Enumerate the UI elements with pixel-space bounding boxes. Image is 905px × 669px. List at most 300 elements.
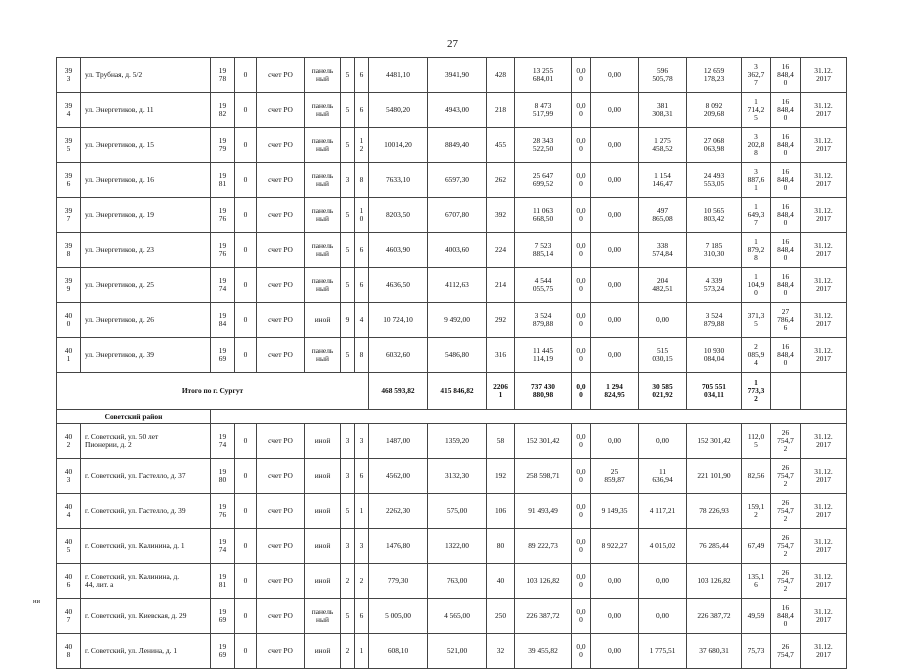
cell-living-area: 4112,63 xyxy=(428,268,487,303)
cell-c18: 26 754,7 2 xyxy=(771,459,801,494)
cell-c15: 1 775,51 xyxy=(639,634,687,669)
cell-num: 40 7 xyxy=(57,599,81,634)
cell-residents: 32 xyxy=(487,634,515,669)
cell-fund: счет РО xyxy=(257,198,305,233)
cell-c16: 8 092 209,68 xyxy=(687,93,742,128)
cell-material: иной xyxy=(305,529,341,564)
cell-c16: 3 524 879,88 xyxy=(687,303,742,338)
cell-deadline: 31.12. 2017 xyxy=(801,459,847,494)
total-c16: 705 551 034,11 xyxy=(687,373,742,410)
cell-c14: 0,00 xyxy=(591,128,639,163)
cell-residents: 40 xyxy=(487,564,515,599)
cell-cost-total: 258 598,71 xyxy=(515,459,572,494)
cell-c13: 0,0 0 xyxy=(572,634,591,669)
cell-cost-total: 11 445 114,19 xyxy=(515,338,572,373)
cell-c13: 0,0 0 xyxy=(572,58,591,93)
cell-entrances: 6 xyxy=(355,58,369,93)
cell-floors: 5 xyxy=(341,58,355,93)
cell-address: г. Советский, ул. Гастелло, д. 37 xyxy=(81,459,211,494)
table-row xyxy=(57,128,847,163)
cell-c4: 0 xyxy=(235,599,257,634)
cell-year: 19 74 xyxy=(211,424,235,459)
cell-c18: 16 848,4 0 xyxy=(771,58,801,93)
cell-num: 39 3 xyxy=(57,58,81,93)
cell-num: 39 8 xyxy=(57,233,81,268)
cell-c16: 12 659 178,23 xyxy=(687,58,742,93)
cell-c4: 0 xyxy=(235,163,257,198)
total-row xyxy=(57,373,847,410)
cell-floors: 2 xyxy=(341,564,355,599)
cell-c13: 0,0 0 xyxy=(572,163,591,198)
cell-residents: 106 xyxy=(487,494,515,529)
cell-c16: 4 339 573,24 xyxy=(687,268,742,303)
page-number: 27 xyxy=(447,38,458,50)
table-row xyxy=(57,634,847,669)
cell-c14: 0,00 xyxy=(591,634,639,669)
table-row xyxy=(57,163,847,198)
cell-year: 19 79 xyxy=(211,128,235,163)
total-c14: 1 294 824,95 xyxy=(591,373,639,410)
cell-c17: 1 879,2 8 xyxy=(742,233,771,268)
cell-entrances: 3 xyxy=(355,529,369,564)
cell-entrances: 1 xyxy=(355,634,369,669)
cell-material: панель ный xyxy=(305,128,341,163)
cell-cost-total: 103 126,82 xyxy=(515,564,572,599)
cell-c18: 16 848,4 0 xyxy=(771,93,801,128)
cell-year: 19 82 xyxy=(211,93,235,128)
cell-c17: 75,73 xyxy=(742,634,771,669)
cell-material: иной xyxy=(305,459,341,494)
cell-residents: 80 xyxy=(487,529,515,564)
cell-deadline: 31.12. 2017 xyxy=(801,634,847,669)
cell-total-area: 2262,30 xyxy=(369,494,428,529)
cell-entrances: 1 0 xyxy=(355,198,369,233)
cell-c13: 0,0 0 xyxy=(572,459,591,494)
cell-material: иной xyxy=(305,494,341,529)
cell-material: иной xyxy=(305,634,341,669)
cell-living-area: 1322,00 xyxy=(428,529,487,564)
cell-c15: 381 308,31 xyxy=(639,93,687,128)
cell-c13: 0,0 0 xyxy=(572,564,591,599)
cell-floors: 3 xyxy=(341,529,355,564)
cell-num: 40 1 xyxy=(57,338,81,373)
table-row xyxy=(57,494,847,529)
cell-living-area: 3941,90 xyxy=(428,58,487,93)
cell-c16: 37 680,31 xyxy=(687,634,742,669)
cell-num: 39 9 xyxy=(57,268,81,303)
cell-c4: 0 xyxy=(235,494,257,529)
cell-c18: 16 848,4 0 xyxy=(771,233,801,268)
cell-c17: 3 202,8 8 xyxy=(742,128,771,163)
cell-residents: 214 xyxy=(487,268,515,303)
cell-c18: 27 786,4 6 xyxy=(771,303,801,338)
cell-living-area: 9 492,00 xyxy=(428,303,487,338)
cell-living-area: 763,00 xyxy=(428,564,487,599)
table-row xyxy=(57,338,847,373)
table-row xyxy=(57,233,847,268)
cell-c15: 1 154 146,47 xyxy=(639,163,687,198)
cell-num: 39 7 xyxy=(57,198,81,233)
cell-cost-total: 3 524 879,88 xyxy=(515,303,572,338)
cell-residents: 224 xyxy=(487,233,515,268)
cell-fund: счет РО xyxy=(257,268,305,303)
cell-num: 40 5 xyxy=(57,529,81,564)
cell-floors: 2 xyxy=(341,634,355,669)
cell-fund: счет РО xyxy=(257,424,305,459)
district-heading: Советский район xyxy=(57,410,211,424)
cell-residents: 428 xyxy=(487,58,515,93)
cell-floors: 9 xyxy=(341,303,355,338)
cell-c13: 0,0 0 xyxy=(572,268,591,303)
cell-c13: 0,0 0 xyxy=(572,338,591,373)
cell-year: 19 76 xyxy=(211,198,235,233)
cell-cost-total: 8 473 517,99 xyxy=(515,93,572,128)
cell-c15: 0,00 xyxy=(639,424,687,459)
cell-year: 19 80 xyxy=(211,459,235,494)
cell-c16: 27 068 063,98 xyxy=(687,128,742,163)
cell-material: иной xyxy=(305,303,341,338)
cell-floors: 5 xyxy=(341,233,355,268)
cell-address: г. Советский, ул. Калинина, д. 1 xyxy=(81,529,211,564)
cell-floors: 5 xyxy=(341,494,355,529)
cell-c4: 0 xyxy=(235,459,257,494)
cell-total-area: 6032,60 xyxy=(369,338,428,373)
cell-year: 19 84 xyxy=(211,303,235,338)
cell-deadline: 31.12. 2017 xyxy=(801,233,847,268)
cell-c4: 0 xyxy=(235,93,257,128)
cell-material: панель ный xyxy=(305,93,341,128)
cell-num: 40 3 xyxy=(57,459,81,494)
cell-c4: 0 xyxy=(235,128,257,163)
cell-living-area: 5486,80 xyxy=(428,338,487,373)
cell-year: 19 81 xyxy=(211,163,235,198)
cell-c14: 0,00 xyxy=(591,303,639,338)
cell-deadline: 31.12. 2017 xyxy=(801,564,847,599)
cell-deadline: 31.12. 2017 xyxy=(801,268,847,303)
cell-c17: 135,1 6 xyxy=(742,564,771,599)
cell-total-area: 4562,00 xyxy=(369,459,428,494)
cell-entrances: 6 xyxy=(355,268,369,303)
cell-num: 40 8 xyxy=(57,634,81,669)
rows-after-total xyxy=(57,424,847,669)
cell-c18: 26 754,7 2 xyxy=(771,424,801,459)
cell-c15: 204 482,51 xyxy=(639,268,687,303)
cell-c13: 0,0 0 xyxy=(572,424,591,459)
cell-cost-total: 25 647 699,52 xyxy=(515,163,572,198)
cell-living-area: 575,00 xyxy=(428,494,487,529)
cell-c16: 7 185 310,30 xyxy=(687,233,742,268)
cell-num: 39 4 xyxy=(57,93,81,128)
cell-num: 39 5 xyxy=(57,128,81,163)
cell-c15: 0,00 xyxy=(639,303,687,338)
cell-c18: 26 754,7 2 xyxy=(771,529,801,564)
cell-address: ул. Энергетиков, д. 15 xyxy=(81,128,211,163)
cell-living-area: 6707,80 xyxy=(428,198,487,233)
cell-fund: счет РО xyxy=(257,459,305,494)
cell-total-area: 4603,90 xyxy=(369,233,428,268)
cell-c17: 1 104,9 0 xyxy=(742,268,771,303)
cell-total-area: 4636,50 xyxy=(369,268,428,303)
cell-floors: 5 xyxy=(341,268,355,303)
cell-entrances: 8 xyxy=(355,338,369,373)
cell-deadline: 31.12. 2017 xyxy=(801,198,847,233)
district-empty xyxy=(211,410,847,424)
cell-total-area: 1487,00 xyxy=(369,424,428,459)
cell-c18: 16 848,4 0 xyxy=(771,198,801,233)
cell-floors: 3 xyxy=(341,424,355,459)
total-label: Итого по г. Сургут xyxy=(57,373,369,410)
cell-material: панель ный xyxy=(305,163,341,198)
cell-residents: 316 xyxy=(487,338,515,373)
cell-num: 39 6 xyxy=(57,163,81,198)
cell-floors: 5 xyxy=(341,599,355,634)
cell-c13: 0,0 0 xyxy=(572,599,591,634)
cell-entrances: 6 xyxy=(355,233,369,268)
cell-c16: 221 101,90 xyxy=(687,459,742,494)
cell-fund: счет РО xyxy=(257,163,305,198)
cell-year: 19 69 xyxy=(211,338,235,373)
cell-c17: 159,1 2 xyxy=(742,494,771,529)
cell-c16: 103 126,82 xyxy=(687,564,742,599)
cell-c4: 0 xyxy=(235,58,257,93)
cell-living-area: 4 565,00 xyxy=(428,599,487,634)
cell-c18: 26 754,7 xyxy=(771,634,801,669)
cell-c14: 0,00 xyxy=(591,424,639,459)
cell-living-area: 8849,40 xyxy=(428,128,487,163)
cell-fund: счет РО xyxy=(257,338,305,373)
cell-fund: счет РО xyxy=(257,529,305,564)
cell-entrances: 6 xyxy=(355,599,369,634)
cell-c18: 26 754,7 2 xyxy=(771,494,801,529)
cell-material: иной xyxy=(305,564,341,599)
footer-mark: ни xyxy=(33,598,40,605)
cell-address: г. Советский, ул. Гастелло, д. 39 xyxy=(81,494,211,529)
cell-c17: 3 362,7 7 xyxy=(742,58,771,93)
cell-cost-total: 152 301,42 xyxy=(515,424,572,459)
cell-c13: 0,0 0 xyxy=(572,93,591,128)
cell-entrances: 1 2 xyxy=(355,128,369,163)
cell-c13: 0,0 0 xyxy=(572,198,591,233)
cell-floors: 5 xyxy=(341,198,355,233)
cell-deadline: 31.12. 2017 xyxy=(801,529,847,564)
cell-deadline: 31.12. 2017 xyxy=(801,599,847,634)
cell-deadline: 31.12. 2017 xyxy=(801,424,847,459)
cell-c14: 0,00 xyxy=(591,58,639,93)
cell-c15: 4 015,02 xyxy=(639,529,687,564)
cell-c13: 0,0 0 xyxy=(572,303,591,338)
cell-cost-total: 4 544 055,75 xyxy=(515,268,572,303)
cell-num: 40 4 xyxy=(57,494,81,529)
cell-year: 19 76 xyxy=(211,494,235,529)
cell-residents: 58 xyxy=(487,424,515,459)
cell-fund: счет РО xyxy=(257,303,305,338)
cell-total-area: 1476,80 xyxy=(369,529,428,564)
cell-c14: 0,00 xyxy=(591,93,639,128)
cell-year: 19 69 xyxy=(211,599,235,634)
cell-address: г. Советский, ул. 50 лет Пионерии, д. 2 xyxy=(81,424,211,459)
table-row xyxy=(57,268,847,303)
table-row xyxy=(57,303,847,338)
cell-c18: 16 848,4 0 xyxy=(771,599,801,634)
cell-address: ул. Трубная, д. 5/2 xyxy=(81,58,211,93)
cell-fund: счет РО xyxy=(257,128,305,163)
cell-address: г. Советский, ул. Калинина, д. 44, лит. а xyxy=(81,564,211,599)
cell-c4: 0 xyxy=(235,564,257,599)
cell-material: панель ный xyxy=(305,58,341,93)
cell-address: ул. Энергетиков, д. 25 xyxy=(81,268,211,303)
cell-num: 40 6 xyxy=(57,564,81,599)
cell-cost-total: 39 455,82 xyxy=(515,634,572,669)
cell-material: панель ный xyxy=(305,198,341,233)
cell-c4: 0 xyxy=(235,424,257,459)
cell-c14: 9 149,35 xyxy=(591,494,639,529)
cell-deadline: 31.12. 2017 xyxy=(801,58,847,93)
cell-c17: 2 085,9 4 xyxy=(742,338,771,373)
cell-c14: 0,00 xyxy=(591,268,639,303)
cell-c18: 16 848,4 0 xyxy=(771,128,801,163)
cell-c17: 67,49 xyxy=(742,529,771,564)
cell-c16: 24 493 553,05 xyxy=(687,163,742,198)
cell-floors: 3 xyxy=(341,459,355,494)
cell-address: ул. Энергетиков, д. 23 xyxy=(81,233,211,268)
cell-deadline: 31.12. 2017 xyxy=(801,494,847,529)
cell-c13: 0,0 0 xyxy=(572,128,591,163)
cell-entrances: 6 xyxy=(355,93,369,128)
cell-living-area: 4943,00 xyxy=(428,93,487,128)
cell-num: 40 0 xyxy=(57,303,81,338)
cell-c14: 0,00 xyxy=(591,163,639,198)
cell-address: г. Советский, ул. Киевская, д. 29 xyxy=(81,599,211,634)
cell-c4: 0 xyxy=(235,233,257,268)
cell-cost-total: 11 063 668,50 xyxy=(515,198,572,233)
cell-c4: 0 xyxy=(235,634,257,669)
cell-c18: 16 848,4 0 xyxy=(771,338,801,373)
table-row xyxy=(57,564,847,599)
cell-c16: 152 301,42 xyxy=(687,424,742,459)
cell-deadline: 31.12. 2017 xyxy=(801,303,847,338)
cell-cost-total: 7 523 885,14 xyxy=(515,233,572,268)
cell-c14: 0,00 xyxy=(591,564,639,599)
cell-year: 19 81 xyxy=(211,564,235,599)
total-c17: 1 773,3 2 xyxy=(742,373,771,410)
cell-entrances: 3 xyxy=(355,424,369,459)
table-row xyxy=(57,459,847,494)
cell-fund: счет РО xyxy=(257,599,305,634)
cell-address: ул. Энергетиков, д. 39 xyxy=(81,338,211,373)
table-row xyxy=(57,93,847,128)
cell-total-area: 4481,10 xyxy=(369,58,428,93)
cell-total-area: 779,30 xyxy=(369,564,428,599)
cell-c18: 26 754,7 2 xyxy=(771,564,801,599)
table-row xyxy=(57,529,847,564)
cell-c15: 0,00 xyxy=(639,599,687,634)
total-residents: 2206 1 xyxy=(487,373,515,410)
cell-material: панель ный xyxy=(305,599,341,634)
cell-total-area: 10 724,10 xyxy=(369,303,428,338)
cell-num: 40 2 xyxy=(57,424,81,459)
cell-c4: 0 xyxy=(235,198,257,233)
total-deadline xyxy=(801,373,847,410)
cell-c4: 0 xyxy=(235,268,257,303)
cell-floors: 5 xyxy=(341,93,355,128)
total-area: 468 593,82 xyxy=(369,373,428,410)
cell-address: ул. Энергетиков, д. 11 xyxy=(81,93,211,128)
cell-c15: 497 865,08 xyxy=(639,198,687,233)
cell-fund: счет РО xyxy=(257,58,305,93)
cell-c13: 0,0 0 xyxy=(572,494,591,529)
cell-total-area: 608,10 xyxy=(369,634,428,669)
cell-living-area: 1359,20 xyxy=(428,424,487,459)
cell-entrances: 6 xyxy=(355,459,369,494)
cell-c15: 11 636,94 xyxy=(639,459,687,494)
cell-total-area: 10014,20 xyxy=(369,128,428,163)
cell-c17: 3 887,6 1 xyxy=(742,163,771,198)
cell-fund: счет РО xyxy=(257,634,305,669)
cell-living-area: 521,00 xyxy=(428,634,487,669)
cell-c16: 10 565 803,42 xyxy=(687,198,742,233)
cell-c14: 25 859,87 xyxy=(591,459,639,494)
cell-cost-total: 91 493,49 xyxy=(515,494,572,529)
cell-c15: 4 117,21 xyxy=(639,494,687,529)
cell-fund: счет РО xyxy=(257,93,305,128)
cell-c4: 0 xyxy=(235,529,257,564)
cell-total-area: 8203,50 xyxy=(369,198,428,233)
cell-c17: 371,3 5 xyxy=(742,303,771,338)
cell-floors: 3 xyxy=(341,163,355,198)
rows-before-total xyxy=(57,58,847,373)
cell-residents: 192 xyxy=(487,459,515,494)
table-row xyxy=(57,198,847,233)
cell-residents: 392 xyxy=(487,198,515,233)
cell-total-area: 5 005,00 xyxy=(369,599,428,634)
cell-deadline: 31.12. 2017 xyxy=(801,128,847,163)
cell-residents: 262 xyxy=(487,163,515,198)
cell-c14: 8 922,27 xyxy=(591,529,639,564)
cell-c4: 0 xyxy=(235,303,257,338)
total-living-area: 415 846,82 xyxy=(428,373,487,410)
cell-residents: 292 xyxy=(487,303,515,338)
table-row xyxy=(57,424,847,459)
cell-fund: счет РО xyxy=(257,564,305,599)
cell-deadline: 31.12. 2017 xyxy=(801,338,847,373)
cell-address: ул. Энергетиков, д. 19 xyxy=(81,198,211,233)
cell-c17: 1 714,2 5 xyxy=(742,93,771,128)
cell-fund: счет РО xyxy=(257,494,305,529)
total-c13: 0,0 0 xyxy=(572,373,591,410)
cell-floors: 5 xyxy=(341,338,355,373)
cell-c15: 1 275 458,52 xyxy=(639,128,687,163)
housing-register-table xyxy=(56,57,847,669)
cell-material: панель ный xyxy=(305,268,341,303)
cell-c18: 16 848,4 0 xyxy=(771,163,801,198)
cell-entrances: 2 xyxy=(355,564,369,599)
cell-fund: счет РО xyxy=(257,233,305,268)
cell-year: 19 69 xyxy=(211,634,235,669)
cell-entrances: 1 xyxy=(355,494,369,529)
cell-material: иной xyxy=(305,424,341,459)
cell-c4: 0 xyxy=(235,338,257,373)
total-c18 xyxy=(771,373,801,410)
cell-c18: 16 848,4 0 xyxy=(771,268,801,303)
cell-entrances: 4 xyxy=(355,303,369,338)
table-row xyxy=(57,58,847,93)
table-row xyxy=(57,599,847,634)
cell-floors: 5 xyxy=(341,128,355,163)
cell-address: ул. Энергетиков, д. 16 xyxy=(81,163,211,198)
cell-year: 19 74 xyxy=(211,268,235,303)
cell-material: панель ный xyxy=(305,338,341,373)
cell-year: 19 74 xyxy=(211,529,235,564)
